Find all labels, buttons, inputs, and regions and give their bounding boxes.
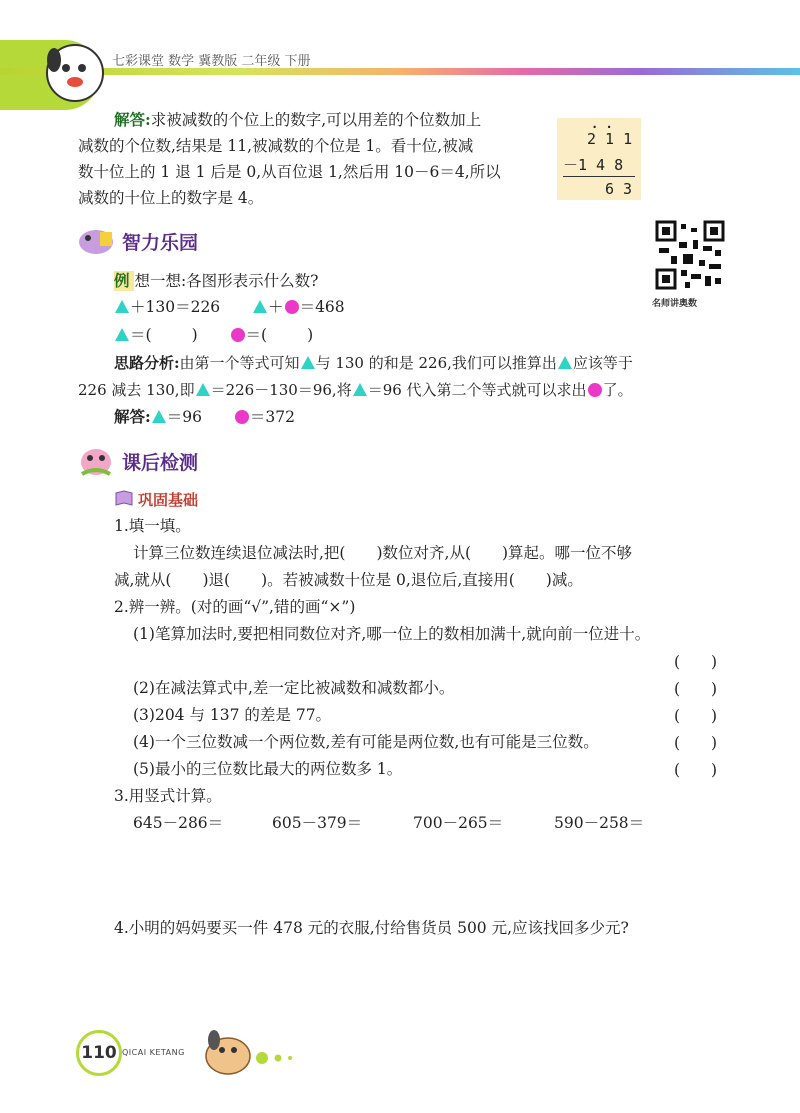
answer-paren: ( ) [674,653,718,671]
qr-caption: 名师讲奥数 [652,299,698,309]
triangle-icon [115,328,129,341]
header-title: 七彩课堂 数学 冀教版 二年级 下册 [112,54,311,69]
triangle-icon [253,300,267,313]
cartoon-dog-icon [40,38,110,108]
q3-item3: 700－265＝ [413,814,504,832]
solution1-line2: 减数的个位数,结果是 11,被减数的个位是 1。看十位,被减 [78,137,474,155]
solution1-label: 解答: [114,110,151,129]
circle-icon [235,410,249,424]
cartoon-dog-footer-icon [198,1022,298,1078]
answer-paren: ( ) [674,707,718,725]
triangle-icon [353,383,367,396]
q2-item4: (4)一个三位数减一个两位数,差有可能是两位数,也有可能是三位数。 [133,733,599,751]
vertical-calculation [557,118,641,200]
borrow-dots: · · [591,120,613,134]
section-title-review: 课后检测 [122,452,199,474]
circle-icon [285,300,299,314]
analysis-label: 思路分析: [114,354,180,372]
analysis-line1: 思路分析:由第一个等式可知 与 130 的和是 226,我们可以推算出 应该等于 [114,354,633,372]
book-icon [114,489,134,507]
answer-paren: ( ) [674,680,718,698]
q3-item4: 590－258＝ [554,814,645,832]
puzzle-mascot-icon [76,222,116,256]
calc-divider [563,176,635,177]
equation-line2: ＝( ) ＝( ) [114,324,313,346]
q2-title: 2.辨一辨。(对的画“√”,错的画“×”) [114,598,356,616]
triangle-icon [558,356,572,369]
triangle-icon [301,356,315,369]
q3-item1: 645－286＝ [133,814,224,832]
q3-item2: 605－379＝ [272,814,363,832]
example-label: 例 [114,271,130,290]
circle-icon [588,383,602,397]
q4-text: 4.小明的妈妈要买一件 478 元的衣服,付给售货员 500 元,应该找回多少元? [114,919,629,937]
q2-item3: (3)204 与 137 的差是 77。 [133,706,332,724]
q2-item2: (2)在减法算式中,差一定比被减数和减数都小。 [133,679,455,697]
subtitle-consolidate: 巩固基础 [138,491,199,509]
answer-paren: ( ) [674,761,718,779]
q2-item1: (1)笔算加法时,要把相同数位对齐,哪一位上的数相加满十,就向前一位进十。 [133,625,651,643]
analysis-line2: 226 减去 130,即 ＝226－130＝96,将 ＝96 代入第二个等式就可以求出 了。 [78,381,633,399]
calc-row2: －1 4 8 [563,156,624,174]
circle-icon [231,328,245,342]
calc-row1: 2 1 1 [587,130,633,148]
equation-line1: ＋130＝226 ＋ ＝468 [114,296,345,318]
solution1-line3: 数十位上的 1 退 1 后是 0,从百位退 1,然后用 10－6＝4,所以 [78,163,501,181]
answer-paren: ( ) [674,734,718,752]
solution1-line1: 解答:求被减数的个位上的数字,可以用差的个位数加上 [114,110,482,129]
triangle-icon [115,300,129,313]
review-mascot-icon [76,440,116,478]
q2-item5: (5)最小的三位数比最大的两位数多 1。 [133,760,403,778]
example-line: 例 想一想:各图形表示什么数? [114,271,319,290]
calc-row3: 6 3 [605,180,633,198]
q1-line1: 计算三位数连续退位减法时,把( )数位对齐,从( )算起。哪一位不够 [133,544,633,562]
triangle-icon [196,383,210,396]
header-rainbow-bar [0,68,800,75]
q3-title: 3.用竖式计算。 [114,787,222,805]
answer-line: 解答: ＝96 ＝372 [114,407,295,426]
q1-title: 1.填一填。 [114,517,191,535]
qr-code-icon[interactable] [655,220,725,290]
q1-line2: 减,就从( )退( )。若被减数十位是 0,退位后,直接用( )减。 [114,571,583,589]
section-title-puzzle: 智力乐园 [122,232,199,254]
footer-brand: QICAI KETANG [122,1048,185,1057]
page-number: 110 [76,1030,122,1076]
answer-label: 解答: [114,407,151,426]
solution1-line4: 减数的十位上的数字是 4。 [78,189,264,207]
triangle-icon [152,410,166,423]
